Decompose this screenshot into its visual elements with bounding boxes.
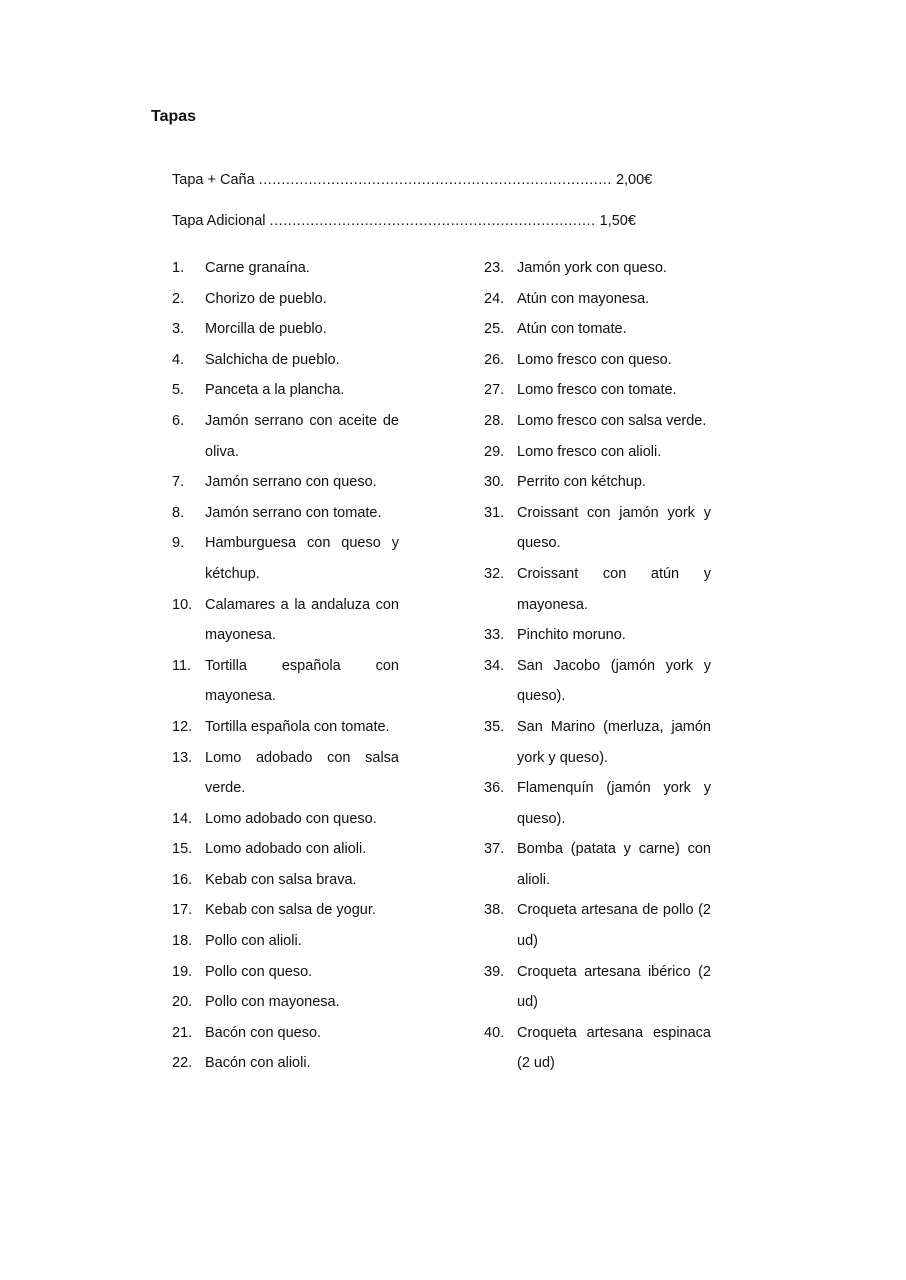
item-text: Croqueta artesana ibérico (2 ud) — [517, 963, 711, 1011]
list-item — [172, 467, 399, 498]
list-item — [484, 253, 711, 284]
item-text: Salchicha de pueblo. — [205, 351, 340, 368]
tapas-list-right — [484, 253, 711, 1079]
item-number: 3. — [172, 321, 185, 338]
item-text: Jamón serrano con queso. — [205, 474, 377, 491]
item-number: 25. — [484, 321, 505, 338]
item-text: Lomo fresco con salsa verde. — [517, 412, 707, 429]
item-text: Panceta a la plancha. — [205, 382, 345, 399]
item-number: 36. — [484, 780, 505, 797]
price-amount: 2,00€ — [615, 172, 653, 188]
item-text: Lomo fresco con tomate. — [517, 382, 677, 399]
list-item — [172, 895, 399, 926]
item-text: Atún con mayonesa. — [517, 290, 650, 307]
item-text: Jamón serrano con aceite de oliva. — [205, 412, 399, 460]
item-number: 12. — [172, 718, 193, 735]
list-item — [172, 834, 399, 865]
item-number: 11. — [172, 657, 192, 674]
item-number: 29. — [484, 443, 505, 460]
list-item — [484, 620, 711, 651]
item-number: 31. — [484, 504, 505, 521]
price-leader-dots: ........................................................................ — [269, 213, 596, 229]
list-item — [172, 253, 399, 284]
item-number: 23. — [484, 260, 505, 276]
item-number: 19. — [172, 963, 193, 980]
item-text: Tortilla española con mayonesa. — [205, 657, 399, 705]
item-number: 6. — [172, 412, 185, 429]
price-line-tapa-adicional — [172, 213, 636, 229]
list-item — [172, 498, 399, 529]
list-item — [484, 712, 711, 773]
item-number: 20. — [172, 994, 193, 1011]
item-text: Croissant con atún y mayonesa. — [517, 565, 711, 613]
item-text: Morcilla de pueblo. — [205, 321, 327, 338]
item-text: Calamares a la andaluza con mayonesa. — [205, 596, 399, 644]
list-item — [484, 314, 711, 345]
item-text: Tortilla española con tomate. — [205, 718, 390, 735]
price-amount: 1,50€ — [599, 213, 636, 229]
list-item — [484, 345, 711, 376]
list-item — [484, 1018, 711, 1079]
item-text: Perrito con kétchup. — [517, 474, 646, 491]
item-number: 35. — [484, 718, 505, 735]
price-line-tapa-cana — [172, 172, 653, 188]
item-text: Croqueta artesana de pollo (2 ud) — [517, 902, 711, 950]
item-text: Pinchito moruno. — [517, 627, 626, 644]
item-number: 8. — [172, 504, 185, 521]
item-text: Kebab con salsa brava. — [205, 871, 357, 888]
item-text: Jamón york con queso. — [517, 260, 667, 276]
list-item — [172, 284, 399, 315]
item-text: Lomo adobado con queso. — [205, 810, 377, 827]
list-item — [172, 804, 399, 835]
item-text: San Jacobo (jamón york y queso). — [517, 657, 711, 705]
item-text: Bacón con alioli. — [205, 1055, 311, 1072]
item-number: 37. — [484, 841, 505, 858]
list-item — [172, 590, 399, 651]
list-item — [172, 743, 399, 804]
item-text: San Marino (merluza, jamón york y queso). — [517, 718, 711, 766]
item-number: 4. — [172, 351, 185, 368]
item-text: Pollo con queso. — [205, 963, 313, 980]
tapas-list-left — [172, 253, 399, 1079]
item-number: 10. — [172, 596, 193, 613]
list-item — [172, 528, 399, 589]
item-text: Lomo adobado con salsa verde. — [205, 749, 399, 797]
item-number: 24. — [484, 290, 505, 307]
item-number: 38. — [484, 902, 505, 919]
list-item — [484, 406, 711, 437]
list-item — [172, 375, 399, 406]
item-number: 2. — [172, 290, 185, 307]
item-text: Flamenquín (jamón york y queso). — [517, 780, 711, 827]
list-item — [484, 284, 711, 315]
item-number: 34. — [484, 657, 505, 674]
item-number: 39. — [484, 963, 505, 980]
list-item — [484, 559, 711, 620]
price-label: Tapa + Caña — [172, 172, 255, 188]
list-item — [172, 957, 399, 988]
item-number: 5. — [172, 382, 185, 399]
list-item — [484, 498, 711, 559]
item-text: Lomo adobado con alioli. — [205, 841, 367, 858]
item-text: Croqueta artesana espinaca (2 ud) — [517, 1024, 711, 1072]
list-item — [484, 467, 711, 498]
item-number: 1. — [172, 260, 185, 276]
list-item — [172, 314, 399, 345]
list-item — [484, 375, 711, 406]
item-text: Kebab con salsa de yogur. — [205, 902, 376, 919]
item-text: Carne granaína. — [205, 260, 310, 276]
item-text: Pollo con alioli. — [205, 933, 302, 950]
item-text: Atún con tomate. — [517, 321, 627, 338]
price-label: Tapa Adicional — [172, 213, 266, 229]
item-number: 9. — [172, 535, 185, 552]
list-item — [172, 987, 399, 1018]
list-item — [484, 957, 711, 1018]
item-number: 13. — [172, 749, 193, 766]
item-number: 27. — [484, 382, 505, 399]
item-number: 14. — [172, 810, 193, 827]
item-text: Hamburguesa con queso y kétchup. — [205, 535, 399, 582]
item-text: Lomo fresco con queso. — [517, 351, 672, 368]
list-item — [172, 926, 399, 957]
item-number: 7. — [172, 474, 185, 491]
list-item — [484, 834, 711, 895]
item-number: 21. — [172, 1024, 193, 1041]
item-number: 16. — [172, 871, 193, 888]
list-item — [484, 651, 711, 712]
item-text: Lomo fresco con alioli. — [517, 443, 662, 460]
list-item — [172, 1048, 399, 1079]
item-text: Chorizo de pueblo. — [205, 290, 327, 307]
list-item — [172, 406, 399, 467]
item-number: 22. — [172, 1055, 193, 1072]
item-number: 18. — [172, 933, 193, 950]
page-title: Tapas — [151, 108, 197, 125]
item-number: 26. — [484, 351, 505, 368]
item-number: 28. — [484, 412, 505, 429]
list-item — [172, 1018, 399, 1049]
item-text: Bomba (patata y carne) con alioli. — [517, 841, 711, 888]
item-number: 15. — [172, 841, 193, 858]
item-number: 33. — [484, 627, 505, 644]
item-number: 30. — [484, 474, 505, 491]
item-number: 17. — [172, 902, 193, 919]
item-text: Jamón serrano con tomate. — [205, 504, 382, 521]
item-text: Pollo con mayonesa. — [205, 994, 340, 1011]
list-item — [484, 437, 711, 468]
item-text: Bacón con queso. — [205, 1024, 322, 1041]
list-item — [172, 865, 399, 896]
list-item — [172, 712, 399, 743]
price-leader-dots: .............................................................................. — [258, 172, 612, 188]
item-text: Croissant con jamón york y queso. — [517, 504, 711, 552]
item-number: 32. — [484, 565, 505, 582]
item-number: 40. — [484, 1024, 505, 1041]
list-item — [484, 773, 711, 834]
list-item — [172, 651, 399, 712]
list-item — [172, 345, 399, 376]
list-item — [484, 895, 711, 956]
